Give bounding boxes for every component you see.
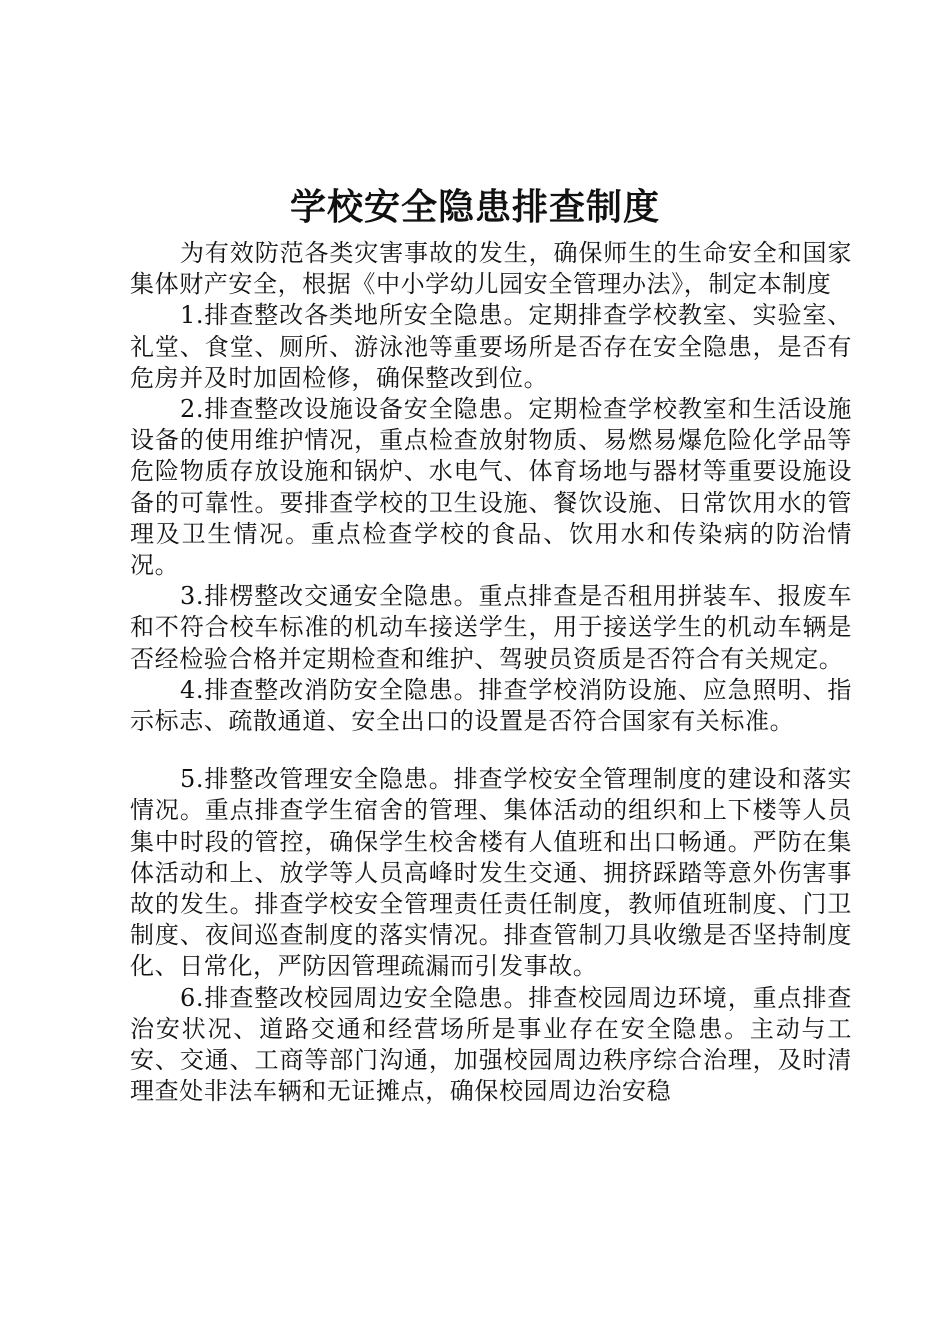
paragraph-spacer: [130, 737, 852, 764]
paragraph-item-5: 5.排整改管理安全隐患。排查学校安全管理制度的建设和落实情况。重点排查学生宿舍的管理、集体活动的组织和上下楼等人员集中时段的管控，确保学生校舍楼有人值班和出口畅通。严防在集体活动和上、放学等人员高峰时发生交通、拥挤踩踏等意外伤害事故的发生。排查学校安全管理责任责任制度，教师值班制度、门卫制度、夜间巡查制度的落实情况。排查管制刀具收缴是否坚持制度化、日常化，严防因管理疏漏而引发事故。: [130, 765, 852, 981]
paragraph-item-6: 6.排查整改校园周边安全隐患。排查校园周边环境，重点排查治安状况、道路交通和经营场所是事业存在安全隐患。主动与工安、交通、工商等部门沟通，加强校园周边秩序综合治理，及时清理查处非法车辆和无证摊点，确保校园周边治安稳: [130, 983, 852, 1106]
document-title: 学校安全隐患排查制度: [289, 186, 660, 228]
intro-paragraph: 为有效防范各类灾害事故的发生，确保师生的生命安全和国家集体财产安全，根据《中小学幼儿园安全管理办法》，制定本制度: [130, 239, 852, 299]
paragraph-item-3: 3.排楞整改交通安全隐患。重点排查是否租用拼装车、报废车和不符合校车标准的机动车接送学生，用于接送学生的机动车辆是否经检验合格并定期检查和维护、驾驶员资质是否符合有关规定。: [130, 582, 852, 673]
document-body: [130, 238, 852, 1107]
paragraph-item-1: 1.排查整改各类地所安全隐患。定期排查学校教室、实验室、礼堂、食堂、厕所、游泳池等重要场所是否存在安全隐患，是否有危房并及时加固检修，确保整改到位。: [130, 301, 852, 392]
paragraph-item-2: 2.排查整改设施设备安全隐患。定期检查学校教室和生活设施设备的使用维护情况，重点检查放射物质、易燃易爆危险化学品等危险物质存放设施和锅炉、水电气、体育场地与器材等重要设施设备的可靠性。要排查学校的卫生设施、餐饮设施、日常饮用水的管理及卫生情况。重点检查学校的食品、饮用水和传染病的防治情况。: [130, 395, 852, 580]
paragraph-item-4: 4.排查整改消防安全隐患。排查学校消防设施、应急照明、指示标志、疏散通道、安全出口的设置是否符合国家有关标准。: [130, 675, 852, 736]
